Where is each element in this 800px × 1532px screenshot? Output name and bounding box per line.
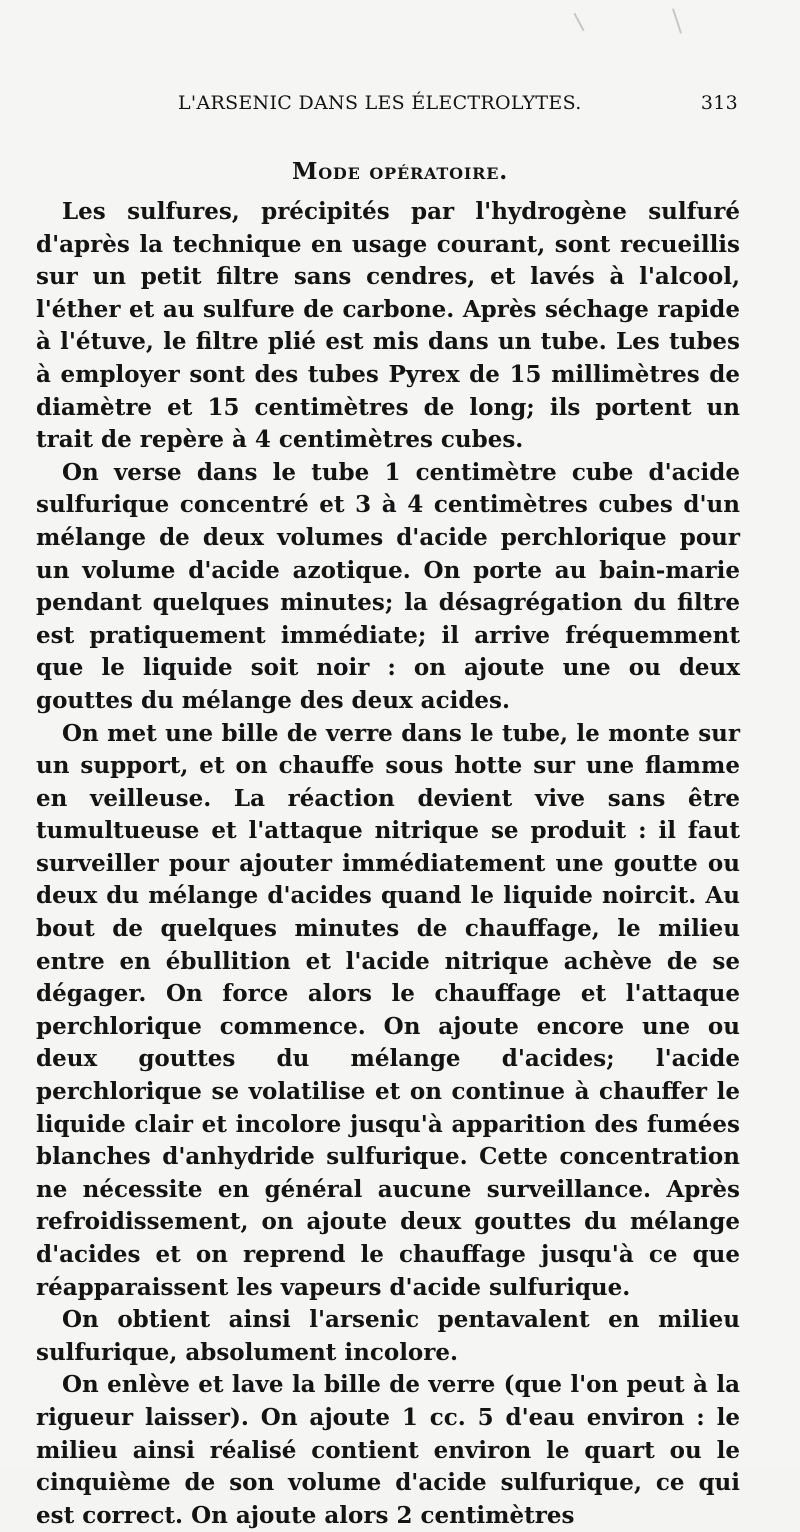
- paragraph: On met une bille de verre dans le tube, le monte sur un support, et on chauffe sous hotte sur une flamme en veilleuse. La réaction devient vive sans être tumultueuse et l'attaque nitrique se produit : il faut surveiller pour ajouter immédiatement une goutte ou deux du mélange d'acides quand le liquide noircit. Au bout de quelques minutes de chauffage, le milieu entre en ébullition et l'acide nitrique achève de se dégager. On force alors le chauffage et l'attaque perchlorique commence. On ajoute encore une ou deux gouttes du mélange d'acides; l'acide perchlorique se volatilise et on continue à chauffer le liquide clair et incolore jusqu'à apparition des fumées blanches d'anhydride sulfurique. Cette concentration ne nécessite en général aucune surveillance. Après refroidissement, on ajoute deux gouttes du mélange d'acides et on reprend le chauffage jusqu'à ce que réapparaissent les vapeurs d'acide sulfurique.: [36, 719, 740, 1301]
- running-head: [178, 92, 738, 118]
- paragraph: On enlève et lave la bille de verre (que l'on peut à la rigueur laisser). On ajoute 1 cc. 5 d'eau environ : le milieu ainsi réalisé contient environ le quart ou le cinquième de son volume d'acide sulfurique, ce qui est correct. On ajoute alors 2 centimètres: [36, 1371, 740, 1529]
- body-text: [36, 196, 740, 1532]
- running-title: L'ARSENIC DANS LES ÉLECTROLYTES.: [178, 92, 582, 114]
- scan-mark: [672, 8, 682, 33]
- paragraph: Les sulfures, précipités par l'hydrogène sulfuré d'après la technique en usage courant, sont recueillis sur un petit filtre sans cendres, et lavés à l'alcool, l'éther et au sulfure de carbone. Après séchage rapide à l'étuve, le filtre plié est mis dans un tube. Les tubes à employer sont des tubes Pyrex de 15 millimètres de diamètre et 15 centimètres de long; ils portent un trait de repère à 4 centimètres cubes.: [36, 198, 740, 454]
- section-heading: Mode opératoire.: [291, 158, 509, 185]
- scan-mark: [573, 13, 584, 32]
- paragraph: On verse dans le tube 1 centimètre cube d'acide sulfurique concentré et 3 à 4 centimètres cubes d'un mélange de deux volumes d'acide perchlorique pour un volume d'acide azotique. On porte au bain-marie pendant quelques minutes; la désagrégation du filtre est pratiquement immédiate; il arrive fréquemment que le liquide soit noir : on ajoute une ou deux gouttes du mélange des deux acides.: [36, 458, 740, 714]
- page-number: 313: [700, 92, 738, 114]
- paragraph: On obtient ainsi l'arsenic pentavalent en milieu sulfurique, absolument incolore.: [36, 1306, 740, 1366]
